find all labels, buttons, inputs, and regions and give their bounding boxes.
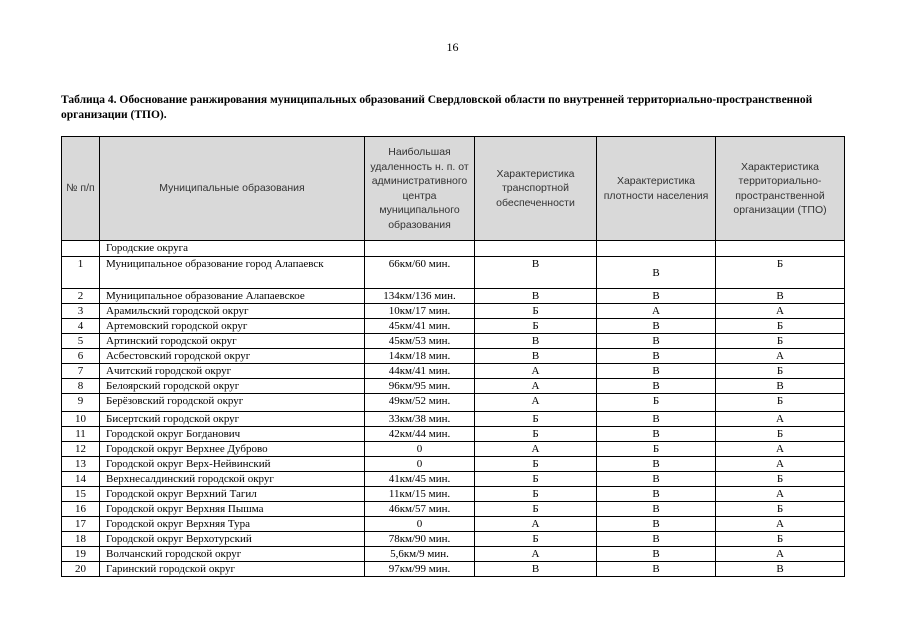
row-distance: 96км/95 мин. <box>365 379 475 394</box>
row-tpo: А <box>716 547 845 562</box>
row-density: В <box>597 547 716 562</box>
row-distance: 45км/41 мин. <box>365 319 475 334</box>
row-name: Муниципальное образование Алапаевское <box>100 289 365 304</box>
table-row <box>62 562 845 577</box>
row-transport: Б <box>475 304 597 319</box>
row-num: 6 <box>62 349 100 364</box>
row-num: 3 <box>62 304 100 319</box>
table-row <box>62 457 845 472</box>
table-row <box>62 502 845 517</box>
row-transport: В <box>475 562 597 577</box>
row-num: 9 <box>62 394 100 412</box>
row-distance: 78км/90 мин. <box>365 532 475 547</box>
row-density: В <box>597 412 716 427</box>
row-distance: 49км/52 мин. <box>365 394 475 412</box>
row-tpo: В <box>716 562 845 577</box>
section-row <box>62 241 845 257</box>
row-tpo: Б <box>716 394 845 412</box>
table-row <box>62 442 845 457</box>
row-name: Гаринский городской округ <box>100 562 365 577</box>
row-name: Городской округ Верх-Нейвинский <box>100 457 365 472</box>
row-name: Арамильский городской округ <box>100 304 365 319</box>
row-transport: Б <box>475 472 597 487</box>
table-row <box>62 257 845 289</box>
header-tpo: Характеристика территориально-пространственной организации (ТПО) <box>716 137 845 241</box>
row-num: 13 <box>62 457 100 472</box>
table-row <box>62 427 845 442</box>
row-transport: Б <box>475 457 597 472</box>
table-row <box>62 412 845 427</box>
row-num: 4 <box>62 319 100 334</box>
row-tpo: В <box>716 379 845 394</box>
row-num: 7 <box>62 364 100 379</box>
header-num: № п/п <box>62 137 100 241</box>
row-num: 5 <box>62 334 100 349</box>
row-num: 11 <box>62 427 100 442</box>
row-distance: 45км/53 мин. <box>365 334 475 349</box>
row-distance: 33км/38 мин. <box>365 412 475 427</box>
row-tpo: Б <box>716 502 845 517</box>
row-density: А <box>597 304 716 319</box>
header-transport: Характеристика транспортной обеспеченности <box>475 137 597 241</box>
row-num: 10 <box>62 412 100 427</box>
row-tpo: Б <box>716 472 845 487</box>
row-distance: 134км/136 мин. <box>365 289 475 304</box>
row-distance: 11км/15 мин. <box>365 487 475 502</box>
ranking-table <box>61 136 845 577</box>
page-number: 16 <box>446 40 459 54</box>
row-density: В <box>597 502 716 517</box>
row-transport: А <box>475 379 597 394</box>
row-density: В <box>597 334 716 349</box>
table-row <box>62 379 845 394</box>
row-name: Ачитский городской округ <box>100 364 365 379</box>
table-row <box>62 547 845 562</box>
row-density: В <box>597 364 716 379</box>
table-row <box>62 334 845 349</box>
row-tpo: А <box>716 487 845 502</box>
row-num: 2 <box>62 289 100 304</box>
row-num: 14 <box>62 472 100 487</box>
row-density: В <box>597 532 716 547</box>
row-transport: В <box>475 257 597 289</box>
row-num: 8 <box>62 379 100 394</box>
row-num: 16 <box>62 502 100 517</box>
row-transport: В <box>475 334 597 349</box>
row-distance: 41км/45 мин. <box>365 472 475 487</box>
table-row <box>62 487 845 502</box>
row-distance: 97км/99 мин. <box>365 562 475 577</box>
row-tpo: Б <box>716 257 845 289</box>
row-name: Городской округ Верхотурский <box>100 532 365 547</box>
table-row <box>62 304 845 319</box>
row-tpo: Б <box>716 319 845 334</box>
row-tpo: Б <box>716 364 845 379</box>
row-name: Городской округ Верхняя Тура <box>100 517 365 532</box>
table-row <box>62 349 845 364</box>
row-num: 18 <box>62 532 100 547</box>
row-distance: 0 <box>365 517 475 532</box>
row-transport: Б <box>475 487 597 502</box>
row-density: В <box>597 457 716 472</box>
row-num: 15 <box>62 487 100 502</box>
header-distance: Наибольшая удаленность н. п. от административного центра муниципального образования <box>365 137 475 241</box>
row-transport: В <box>475 349 597 364</box>
row-density: В <box>597 562 716 577</box>
table-caption: Таблица 4. Обоснование ранжирования муниципальных образований Свердловской области по внутренней территориально-пространственной организации (ТПО). <box>61 94 813 121</box>
header-density: Характеристика плотности населения <box>597 137 716 241</box>
row-name: Асбестовский городской округ <box>100 349 365 364</box>
row-distance: 44км/41 мин. <box>365 364 475 379</box>
row-name: Берёзовский городской округ <box>100 394 365 412</box>
row-density: Б <box>597 394 716 412</box>
row-distance: 10км/17 мин. <box>365 304 475 319</box>
row-transport: А <box>475 364 597 379</box>
row-tpo: Б <box>716 334 845 349</box>
row-tpo: А <box>716 517 845 532</box>
table-row <box>62 532 845 547</box>
row-density: В <box>597 472 716 487</box>
row-name: Городской округ Верхнее Дуброво <box>100 442 365 457</box>
row-tpo: В <box>716 289 845 304</box>
row-density: В <box>597 257 716 289</box>
row-distance: 0 <box>365 457 475 472</box>
table-row <box>62 319 845 334</box>
row-num: 19 <box>62 547 100 562</box>
row-tpo: А <box>716 349 845 364</box>
row-name: Волчанский городской округ <box>100 547 365 562</box>
row-num: 20 <box>62 562 100 577</box>
row-distance: 14км/18 мин. <box>365 349 475 364</box>
table-row <box>62 289 845 304</box>
row-transport: Б <box>475 502 597 517</box>
row-density: Б <box>597 442 716 457</box>
table-row <box>62 394 845 412</box>
row-distance: 42км/44 мин. <box>365 427 475 442</box>
header-row <box>62 137 845 241</box>
row-transport: Б <box>475 319 597 334</box>
row-tpo: Б <box>716 532 845 547</box>
row-tpo: А <box>716 442 845 457</box>
row-distance: 5,6км/9 мин. <box>365 547 475 562</box>
table-row <box>62 364 845 379</box>
row-density: В <box>597 487 716 502</box>
row-density: В <box>597 379 716 394</box>
row-name: Городской округ Богданович <box>100 427 365 442</box>
row-name: Артемовский городской округ <box>100 319 365 334</box>
row-transport: А <box>475 442 597 457</box>
row-tpo: Б <box>716 427 845 442</box>
row-density: В <box>597 349 716 364</box>
row-transport: Б <box>475 427 597 442</box>
row-density: В <box>597 289 716 304</box>
row-transport: А <box>475 394 597 412</box>
row-tpo: А <box>716 304 845 319</box>
row-num: 17 <box>62 517 100 532</box>
table-row <box>62 472 845 487</box>
row-transport: В <box>475 289 597 304</box>
row-transport: А <box>475 547 597 562</box>
row-name: Артинский городской округ <box>100 334 365 349</box>
row-name: Бисертский городской округ <box>100 412 365 427</box>
row-transport: Б <box>475 532 597 547</box>
row-name: Городской округ Верхний Тагил <box>100 487 365 502</box>
row-density: В <box>597 517 716 532</box>
row-num: 1 <box>62 257 100 289</box>
row-name: Городской округ Верхняя Пышма <box>100 502 365 517</box>
row-transport: Б <box>475 412 597 427</box>
row-distance: 66км/60 мин. <box>365 257 475 289</box>
row-density: В <box>597 319 716 334</box>
row-distance: 46км/57 мин. <box>365 502 475 517</box>
row-tpo: А <box>716 412 845 427</box>
row-tpo: А <box>716 457 845 472</box>
row-num: 12 <box>62 442 100 457</box>
row-transport: А <box>475 517 597 532</box>
row-name: Белоярский городской округ <box>100 379 365 394</box>
section-label: Городские округа <box>100 241 365 257</box>
row-distance: 0 <box>365 442 475 457</box>
table-row <box>62 517 845 532</box>
header-name: Муниципальные образования <box>100 137 365 241</box>
row-density: В <box>597 427 716 442</box>
row-name: Верхнесалдинский городской округ <box>100 472 365 487</box>
row-name: Муниципальное образование город Алапаевск <box>100 257 365 289</box>
